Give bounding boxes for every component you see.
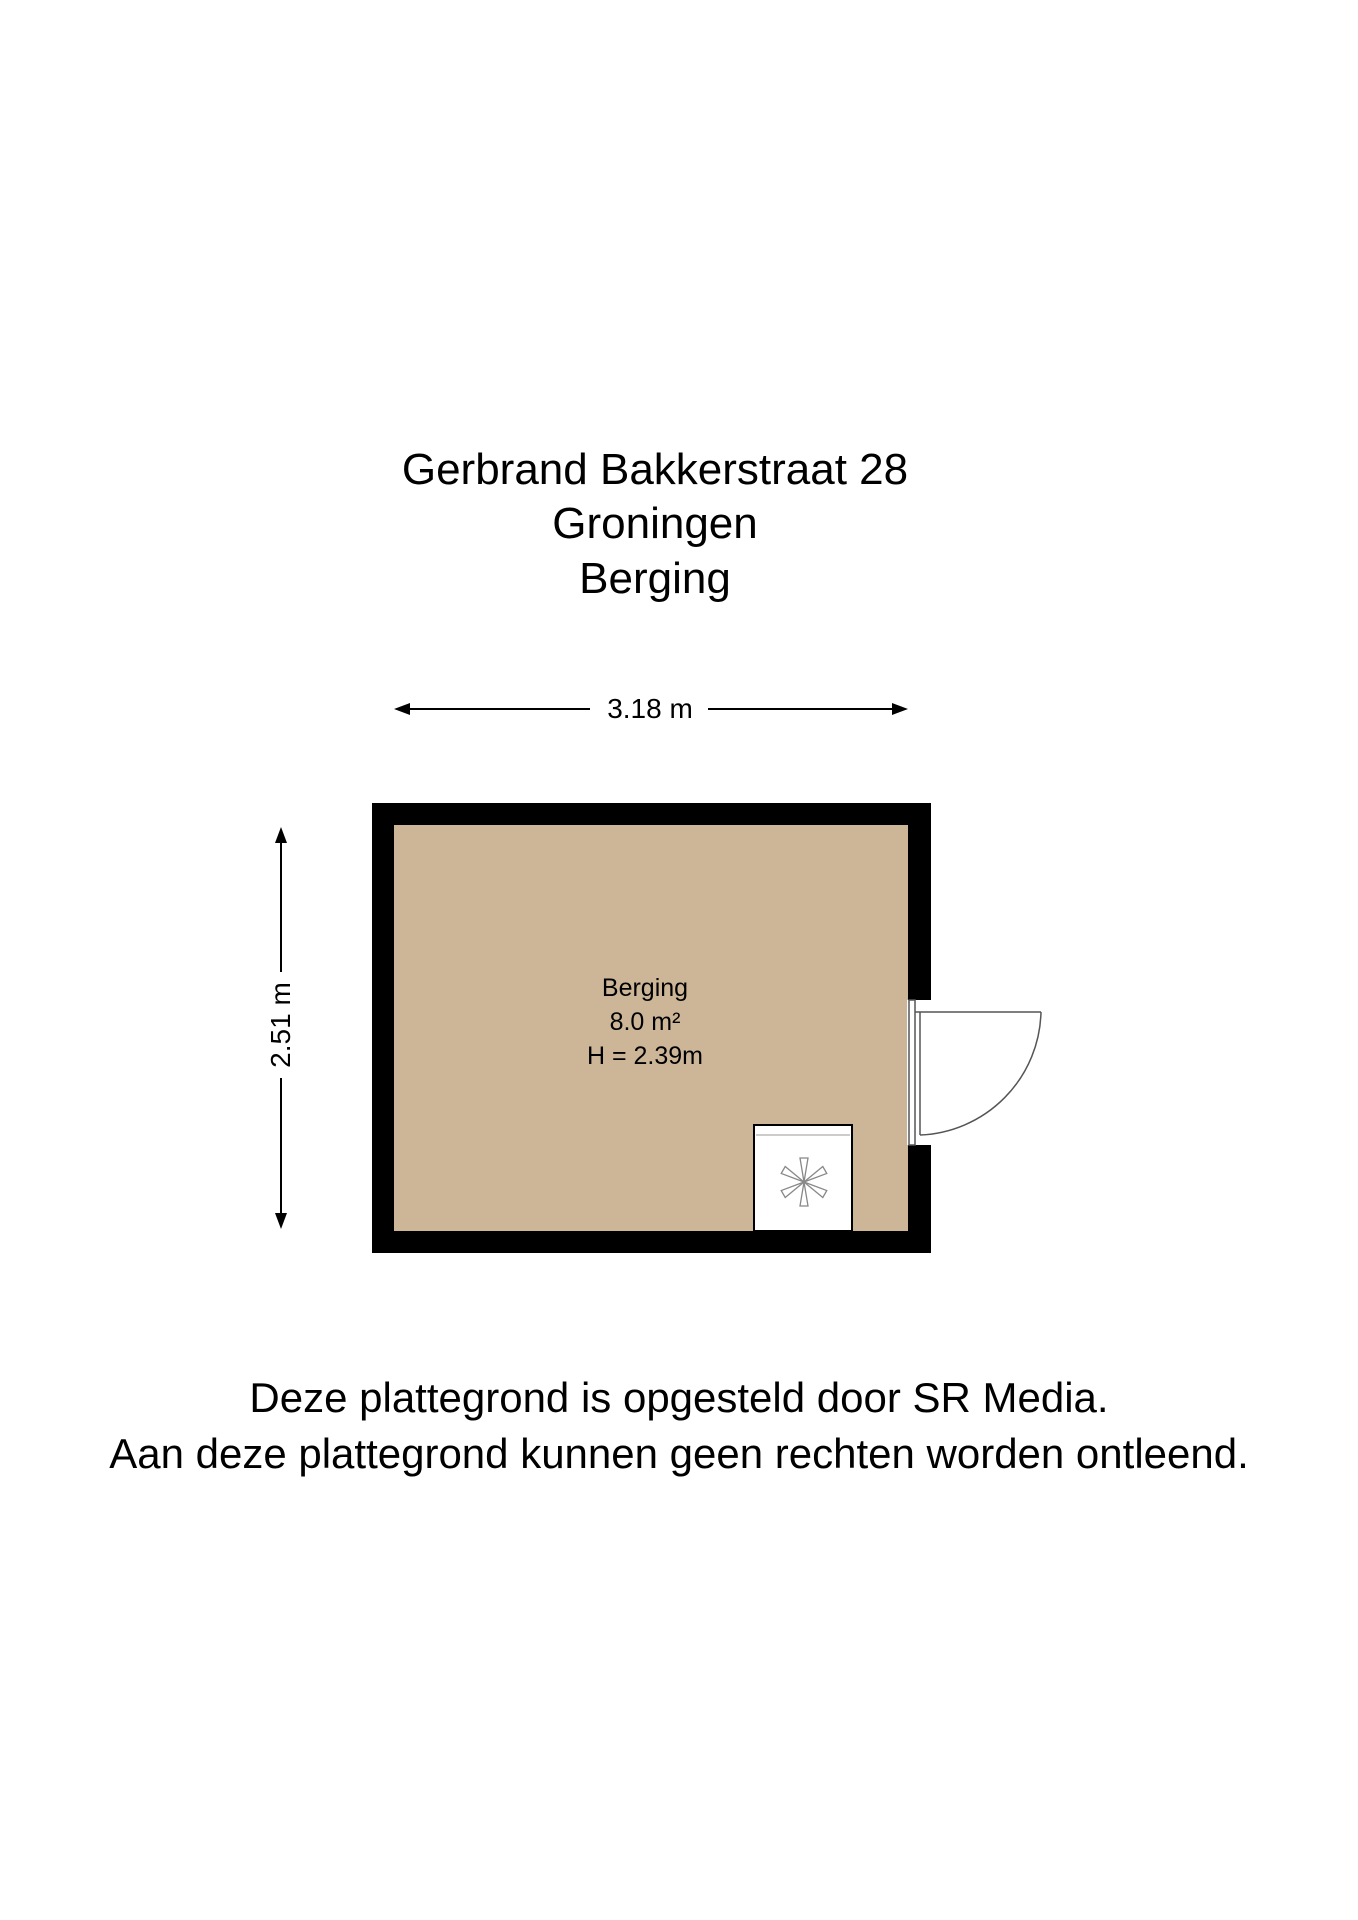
city-title: Groningen (552, 499, 758, 548)
arrow-up-icon (275, 827, 287, 843)
disclaimer-line-2: Aan deze plattegrond kunnen geen rechten worden ontleend. (109, 1430, 1249, 1477)
floor-title: Berging (579, 554, 731, 603)
arrow-left-icon (394, 703, 410, 715)
room-name: Berging (601, 974, 689, 1002)
room-area: 8.0 m² (609, 1008, 681, 1036)
washing-machine-icon (754, 1125, 852, 1231)
disclaimer-line-1: Deze plattegrond is opgesteld door SR Media. (249, 1374, 1109, 1421)
address-title: Gerbrand Bakkerstraat 28 (401, 445, 909, 494)
arrow-right-icon (892, 703, 908, 715)
depth-dimension-label: 2.51 m (265, 982, 296, 1068)
width-dimension-label: 3.18 m (607, 693, 693, 724)
room-height: H = 2.39m (586, 1042, 704, 1070)
arrow-down-icon (275, 1213, 287, 1229)
